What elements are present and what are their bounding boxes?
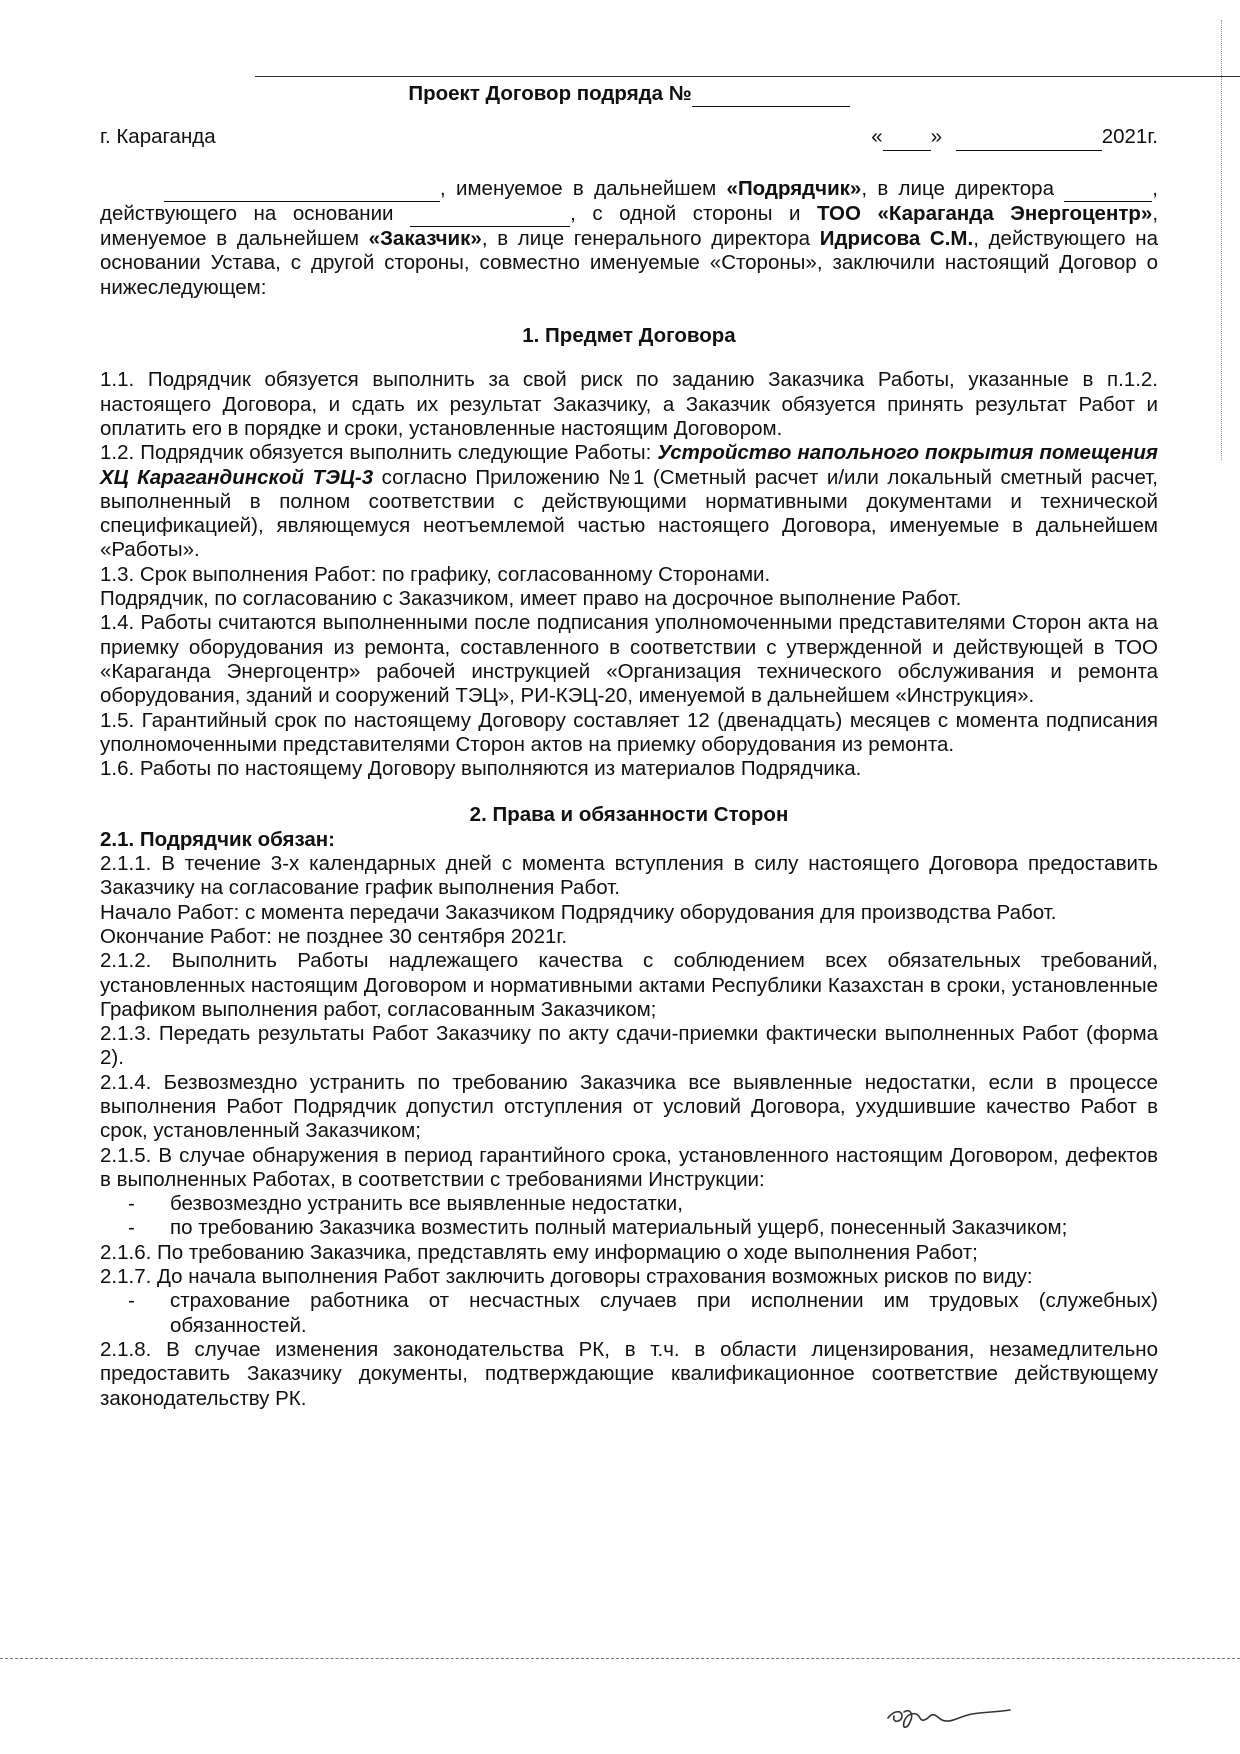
clause-1-4: 1.4. Работы считаются выполненными после подписания уполномоченными представителями Сторон акта на приемку оборудования из ремонта, составленного в соответствии с утвержденной и действующей в ТОО «Караганда Энергоцентр» рабочей инструкцией «Организация технического обслуживания и ремонта оборудования, зданий и сооружений ТЭЦ», РИ-КЭЦ-20, именуемой в дальнейшем «Инструкция». (100, 611, 1158, 708)
list-item: - страхование работника от несчастных случаев при исполнении им трудовых (служебных) обязанностей. (128, 1289, 1158, 1337)
clause-2-1-6: 2.1.6. По требованию Заказчика, представлять ему информацию о ходе выполнения Работ; (100, 1240, 978, 1264)
date-line: « » 2021г. (871, 125, 1158, 150)
clause-1-3-note: Подрядчик, по согласованию с Заказчиком, имеет право на досрочное выполнение Работ. (100, 587, 962, 611)
clause-1-3: 1.3. Срок выполнения Работ: по графику, согласованному Сторонами. (100, 562, 771, 586)
city: г. Караганда (100, 125, 216, 149)
contract-number-blank (692, 82, 850, 107)
list-item: - по требованию Заказчика возместить полный материальный ущерб, понесенный Заказчиком; (128, 1216, 1068, 1240)
top-rule (255, 76, 1240, 77)
bottom-rule (0, 1658, 1240, 1659)
clause-2-1-7-list (100, 1289, 1158, 1338)
handwritten-initials (880, 1696, 1030, 1736)
subsection-2-1-title: 2.1. Подрядчик обязан: (100, 827, 335, 851)
document-title (100, 82, 1158, 107)
director-name-blank (1064, 177, 1152, 202)
clause-2-1-1: 2.1.1. В течение 3-х календарных дней с момента вступления в силу настоящего Договора предоставить Заказчику на согласование график выполнения Работ. (100, 852, 1158, 900)
document-body (100, 82, 1158, 1411)
clause-2-1-3: 2.1.3. Передать результаты Работ Заказчику по акту сдачи-приемки фактически выполненных Работ (форма 2). (100, 1022, 1158, 1070)
clause-1-1: 1.1. Подрядчик обязуется выполнить за свой риск по заданию Заказчика Работы, указанные в п.1.2. настоящего Договора, и сдать их результат Заказчику, а Заказчик обязуется принять результат Работ и оплатить его в порядке и сроки, установленные настоящим Договором. (100, 368, 1158, 440)
clause-2-1-8: 2.1.8. В случае изменения законодательства РК, в т.ч. в области лицензирования, незамедлительно предоставить Заказчику документы, подтверждающие квалификационное соответствие действующему законодательству РК. (100, 1337, 1158, 1410)
works-end: Окончание Работ: не позднее 30 сентября 2021г. (100, 924, 568, 948)
clause-1-5: 1.5. Гарантийный срок по настоящему Договору составляет 12 (двенадцать) месяцев с момента подписания уполномоченными представителями Сторон актов на приемку оборудования из ремонта. (100, 708, 1158, 756)
section-2-title: 2. Права и обязанности Сторон (469, 803, 789, 827)
city-date-row (100, 125, 1158, 150)
month-blank (956, 125, 1102, 150)
preamble: , именуемое в дальнейшем «Подрядчик», в лице директора , действующего на основании , с одной стороны и ТОО «Караганда Энергоцентр», именуемое в дальнейшем «Заказчик», в лице генерального директора Идрисова С.М., действующего на основании Устава, с другой стороны, совместно именуемые «Стороны», заключили настоящий Договор о нижеследующем: (100, 176, 1159, 299)
title-text: Проект Договор подряда № (408, 82, 692, 105)
clause-2-1-5-list (100, 1192, 1158, 1241)
contractor-name-blank (164, 177, 440, 202)
clause-2-1-2: 2.1.2. Выполнить Работы надлежащего качества с соблюдением всех обязательных требований, установленных настоящим Договором и нормативными актами Республики Казахстан в сроки, установленные Графиком выполнения работ, согласованным Заказчиком; (100, 949, 1158, 1021)
clause-2-1-4: 2.1.4. Безвозмездно устранить по требованию Заказчика все выявленные недостатки, если в процессе выполнения Работ Подрядчик допустил отступления от условий Договора, ухудшившие качество Работ в срок, установленный Заказчиком; (100, 1070, 1158, 1143)
year: 2021г. (1101, 125, 1158, 149)
clause-2-1-5: 2.1.5. В случае обнаружения в период гарантийного срока, установленного настоящим Договором, дефектов в выполненных Работах, в соответствии с требованиями Инструкции: (100, 1143, 1158, 1191)
section-1-title: 1. Предмет Договора (522, 324, 736, 348)
clause-1-6: 1.6. Работы по настоящему Договору выполняются из материалов Подрядчика. (100, 757, 862, 781)
scan-edge-mark (1221, 20, 1222, 460)
list-item: - безвозмездно устранить все выявленные недостатки, (128, 1192, 683, 1216)
works-start: Начало Работ: с момента передачи Заказчиком Подрядчику оборудования для производства Работ. (100, 900, 1057, 924)
day-blank (883, 125, 931, 150)
clause-1-2: 1.2. Подрядчик обязуется выполнить следующие Работы: Устройство напольного покрытия помещения ХЦ Карагандинской ТЭЦ-3 согласно Приложению №1 (Сметный расчет и/или локальный сметный расчет, выполненный в полном соответствии с действующими нормативными документами и технической спецификацией), являющемуся неотъемлемой частью настоящего Договора, именуемые в дальнейшем «Работы». (100, 441, 1158, 562)
basis-blank (410, 202, 570, 227)
clause-2-1-7: 2.1.7. До начала выполнения Работ заключить договоры страхования возможных рисков по виду: (100, 1265, 1033, 1289)
